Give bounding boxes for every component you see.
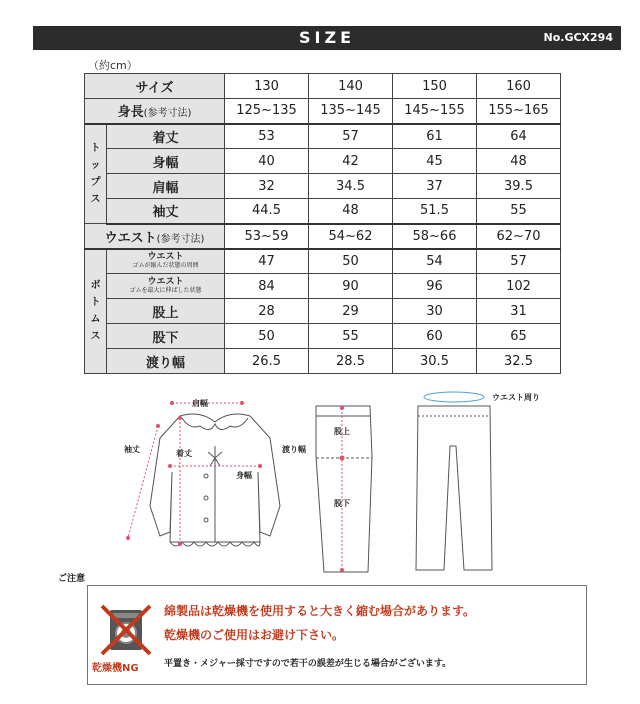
table-cell: 55 <box>477 199 561 224</box>
row-label <box>107 249 225 274</box>
height-label: 身長 <box>117 105 144 121</box>
size-row <box>85 74 561 99</box>
table-cell: 31 <box>477 299 561 324</box>
table-cell: 61 <box>393 124 477 149</box>
bottoms-group-label <box>85 249 107 374</box>
row-label-sub: ゴムが縮んだ状態の周囲 <box>132 262 199 270</box>
table-cell: 53 <box>225 124 309 149</box>
label-length: 着丈 <box>176 449 192 458</box>
table-cell: 47 <box>225 249 309 274</box>
table-row <box>85 349 561 374</box>
table-cell: 145~155 <box>393 99 477 124</box>
row-label: 股上 <box>107 299 225 324</box>
table-row <box>85 174 561 199</box>
label-rise: 股上 <box>334 427 350 436</box>
row-label: 股下 <box>107 324 225 349</box>
table-cell: 62~70 <box>477 224 561 249</box>
notice-line-3: 平置き・メジャー採寸ですので若干の誤差が生じる場合がございます。 <box>164 659 452 669</box>
table-row <box>85 324 561 349</box>
notice-line-1: 綿製品は乾燥機を使用すると大きく縮む場合があります。 <box>164 604 476 618</box>
table-cell: 28 <box>225 299 309 324</box>
table-cell: 48 <box>309 199 393 224</box>
table-cell: 125~135 <box>225 99 309 124</box>
waist-ref-row <box>85 224 561 249</box>
table-cell: 51.5 <box>393 199 477 224</box>
dryer-ng-label: 乾燥機NG <box>92 663 139 674</box>
table-row <box>85 299 561 324</box>
table-cell: 26.5 <box>225 349 309 374</box>
size-table <box>84 73 561 374</box>
notice-title: ご注意 <box>58 574 86 584</box>
table-row <box>85 124 561 149</box>
table-cell: 29 <box>309 299 393 324</box>
table-cell: 40 <box>225 149 309 174</box>
table-cell: 30.5 <box>393 349 477 374</box>
group-char: ッ <box>90 159 101 171</box>
table-cell: 45 <box>393 149 477 174</box>
group-char: ス <box>90 193 101 205</box>
size-header-bar <box>33 26 621 50</box>
shirt-drawing <box>150 414 280 546</box>
size-150: 150 <box>393 74 477 99</box>
table-cell: 44.5 <box>225 199 309 224</box>
size-160: 160 <box>477 74 561 99</box>
table-cell: 30 <box>393 299 477 324</box>
label-chest: 身幅 <box>236 471 252 480</box>
pants-front-drawing <box>416 406 492 570</box>
group-char: ス <box>90 331 101 343</box>
table-cell: 64 <box>477 124 561 149</box>
size-title: SIZE <box>298 28 355 47</box>
table-cell: 55 <box>309 324 393 349</box>
size-label-cell: サイズ <box>85 74 225 99</box>
row-label <box>107 274 225 299</box>
row-label-main: ウエスト <box>147 252 184 263</box>
garment-illustration <box>110 386 580 578</box>
table-cell: 32.5 <box>477 349 561 374</box>
table-cell: 32 <box>225 174 309 199</box>
row-label: 身幅 <box>107 149 225 174</box>
waist-ref-note: (参考寸法) <box>156 233 205 245</box>
label-waist-around: ウエスト周り <box>492 393 540 402</box>
table-cell: 48 <box>477 149 561 174</box>
group-char: ト <box>90 142 101 154</box>
size-140: 140 <box>309 74 393 99</box>
row-label: 肩幅 <box>107 174 225 199</box>
table-row <box>85 199 561 224</box>
table-cell: 28.5 <box>309 349 393 374</box>
row-label: 渡り幅 <box>107 349 225 374</box>
table-cell: 50 <box>225 324 309 349</box>
unit-note: （約cm） <box>88 59 138 72</box>
height-note: (参考寸法) <box>143 108 192 120</box>
label-shoulder: 肩幅 <box>192 399 208 408</box>
table-cell: 53~59 <box>225 224 309 249</box>
table-cell: 102 <box>477 274 561 299</box>
label-inseam: 股下 <box>334 499 350 508</box>
row-label: 着丈 <box>107 124 225 149</box>
table-cell: 54 <box>393 249 477 274</box>
table-cell: 37 <box>393 174 477 199</box>
label-thigh: 渡り幅 <box>282 445 306 454</box>
table-cell: 65 <box>477 324 561 349</box>
table-cell: 58~66 <box>393 224 477 249</box>
table-cell: 155~165 <box>477 99 561 124</box>
group-char: ボ <box>90 280 101 292</box>
table-cell: 90 <box>309 274 393 299</box>
table-cell: 57 <box>477 249 561 274</box>
notice-line-2: 乾燥機のご使用はお避け下さい。 <box>164 628 345 642</box>
row-label: 袖丈 <box>107 199 225 224</box>
row-label-sub: ゴムを最大に伸ばした状態 <box>129 287 202 294</box>
table-row <box>85 274 561 299</box>
waist-ref-label: ウエスト <box>104 230 157 246</box>
table-cell: 57 <box>309 124 393 149</box>
group-char: プ <box>90 176 101 188</box>
table-cell: 42 <box>309 149 393 174</box>
label-sleeve: 袖丈 <box>124 445 140 454</box>
table-cell: 135~145 <box>309 99 393 124</box>
measurement-diagram <box>110 386 580 578</box>
group-char: ム <box>90 314 101 326</box>
notice-box <box>87 585 587 685</box>
size-130: 130 <box>225 74 309 99</box>
height-label-cell <box>85 99 225 124</box>
table-cell: 54~62 <box>309 224 393 249</box>
table-cell: 50 <box>309 249 393 274</box>
row-label-main: ウエスト <box>147 277 184 287</box>
table-cell: 39.5 <box>477 174 561 199</box>
table-cell: 96 <box>393 274 477 299</box>
waist-ellipse <box>424 392 484 402</box>
tops-group-label <box>85 124 107 224</box>
table-cell: 84 <box>225 274 309 299</box>
table-row <box>85 249 561 274</box>
product-code: No.GCX294 <box>543 31 613 44</box>
group-char: ト <box>90 297 101 309</box>
waist-ref-label-cell <box>85 224 225 249</box>
no-dryer-icon <box>96 600 156 660</box>
table-cell: 34.5 <box>309 174 393 199</box>
table-row <box>85 149 561 174</box>
height-row <box>85 99 561 124</box>
table-cell: 60 <box>393 324 477 349</box>
